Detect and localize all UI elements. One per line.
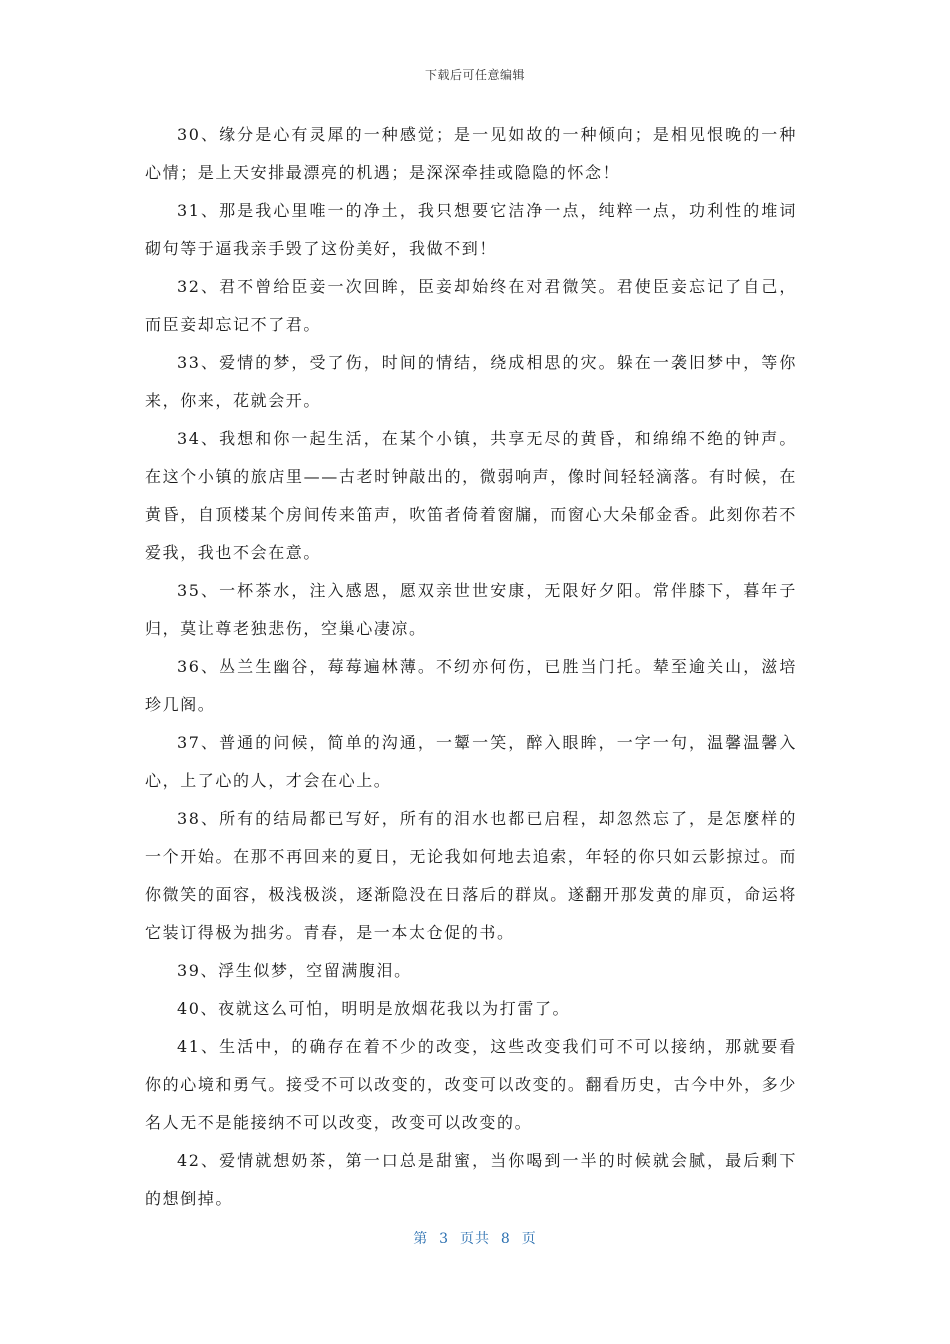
paragraph-31: 31、那是我心里唯一的净土，我只想要它洁净一点，纯粹一点，功利性的堆词砌句等于逼我亲手毁了这份美好，我做不到！ [145, 201, 797, 258]
paragraph-41: 41、生活中，的确存在着不少的改变，这些改变我们可不可以接纳，那就要看你的心境和勇气。接受不可以改变的，改变可以改变的。翻看历史，古今中外，多少名人无不是能接纳不可以改变，改变可以改变的。 [145, 1037, 797, 1132]
paragraph-30: 30、缘分是心有灵犀的一种感觉；是一见如故的一种倾向；是相见恨晚的一种心情；是上天安排最漂亮的机遇；是深深牵挂或隐隐的怀念！ [145, 125, 797, 182]
document-body [145, 116, 797, 1218]
paragraph-40: 40、夜就这么可怕，明明是放烟花我以为打雷了。 [177, 999, 571, 1018]
paragraph-35: 35、一杯茶水，注入感恩，愿双亲世世安康，无限好夕阳。常伴膝下，暮年子归，莫让尊老独悲伤，空巢心凄凉。 [145, 581, 797, 638]
paragraph-32: 32、君不曾给臣妾一次回眸，臣妾却始终在对君微笑。君使臣妾忘记了自己，而臣妾却忘记不了君。 [145, 277, 797, 334]
paragraph-34: 34、我想和你一起生活，在某个小镇，共享无尽的黄昏，和绵绵不绝的钟声。在这个小镇的旅店里——古老时钟敲出的，微弱响声，像时间轻轻滴落。有时候，在黄昏，自顶楼某个房间传来笛声，吹笛者倚着窗牖，而窗心大朵郁金香。此刻你若不爱我，我也不会在意。 [145, 429, 797, 562]
paragraph-42: 42、爱情就想奶茶，第一口总是甜蜜，当你喝到一半的时候就会腻，最后剩下的想倒掉。 [145, 1151, 797, 1208]
paragraph-38: 38、所有的结局都已写好，所有的泪水也都已启程，却忽然忘了，是怎麼样的一个开始。在那不再回来的夏日，无论我如何地去追索，年轻的你只如云影掠过。而你微笑的面容，极浅极淡，逐渐隐没在日落后的群岚。遂翻开那发黄的扉页，命运将它装订得极为拙劣。青春，是一本太仓促的书。 [145, 809, 797, 942]
paragraph-36: 36、丛兰生幽谷，莓莓遍林薄。不纫亦何伤，已胜当门托。辇至逾关山，滋培珍几阁。 [145, 657, 797, 714]
paragraph-37: 37、普通的问候，简单的沟通，一颦一笑，醉入眼眸，一字一句，温馨温馨入心，上了心的人，才会在心上。 [145, 733, 797, 790]
header-note: 下载后可任意编辑 [424, 68, 525, 82]
paragraph-33: 33、爱情的梦，受了伤，时间的情结，绕成相思的灾。躲在一袭旧梦中，等你来，你来，花就会开。 [145, 353, 797, 410]
paragraph-39: 39、浮生似梦，空留满腹泪。 [177, 961, 412, 980]
page-number-footer: 第 3 页共 8 页 [413, 1231, 537, 1247]
